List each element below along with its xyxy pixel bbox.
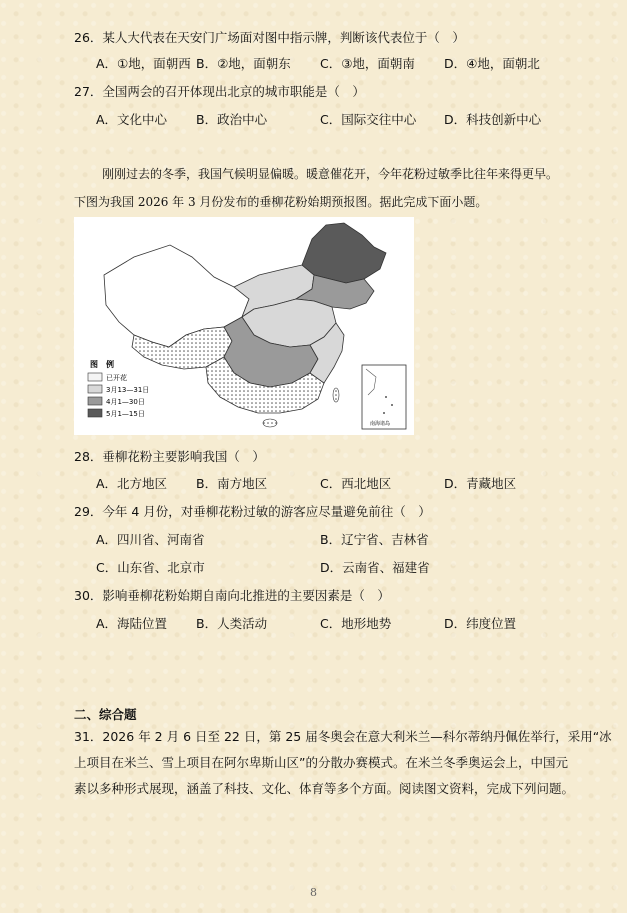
- map-taiwan: [333, 388, 339, 402]
- q28-stem: 28．垂柳花粉主要影响我国（ ）: [74, 449, 265, 464]
- q26-stem: 26．某人大代表在天安门广场面对图中指示牌，判断该代表位于（ ）: [74, 30, 465, 45]
- south-china-sea-inset: [362, 365, 406, 429]
- legend-item-0: 已开花: [106, 374, 127, 382]
- q30-stem: 30．影响垂柳花粉始期自南向北推进的主要因素是（ ）: [74, 588, 390, 603]
- q29-option-b[interactable]: B．辽宁省、吉林省: [320, 532, 429, 547]
- q28-option-d[interactable]: D．青藏地区: [444, 476, 517, 491]
- q30-option-d[interactable]: D．纬度位置: [444, 616, 517, 631]
- pollen-forecast-map: [74, 217, 414, 435]
- q27-option-b[interactable]: B．政治中心: [196, 112, 268, 127]
- q28-option-a[interactable]: A．北方地区: [96, 476, 168, 491]
- q27-option-a[interactable]: A．文化中心: [96, 112, 168, 127]
- page-number: 8: [310, 886, 317, 899]
- inset-label: 南海诸岛: [370, 421, 391, 427]
- q30-option-a[interactable]: A．海陆位置: [96, 616, 168, 631]
- q30-option-b[interactable]: B．人类活动: [196, 616, 268, 631]
- q26-option-b[interactable]: B．②地，面朝东: [196, 56, 291, 71]
- legend-item-2: 4月1—30日: [106, 398, 145, 406]
- legend-title: 图 例: [90, 360, 114, 369]
- q28-option-c[interactable]: C．西北地区: [320, 476, 392, 491]
- q27-option-c[interactable]: C．国际交往中心: [320, 112, 417, 127]
- q31-line-2: 上项目在米兰、雪上项目在阿尔卑斯山区”的分散办赛模式。在米兰冬季奥运会上，中国元: [74, 755, 568, 770]
- q31-line-3: 素以多种形式展现，涵盖了科技、文化、体育等多个方面。阅读图文资料，完成下列问题。: [74, 781, 575, 796]
- q29-stem: 29．今年 4 月份，对垂柳花粉过敏的游客应尽量避免前往（ ）: [74, 504, 431, 519]
- section-title: 二、综合题: [74, 707, 137, 722]
- legend-item-3: 5月1—15日: [106, 410, 145, 418]
- legend-item-1: 3月13—31日: [106, 386, 150, 394]
- map-legend: [88, 359, 149, 418]
- q28-option-b[interactable]: B．南方地区: [196, 476, 268, 491]
- map-hainan: [263, 419, 277, 427]
- map-region-northeast: [302, 223, 386, 283]
- q26-option-a[interactable]: A．①地，面朝西: [96, 56, 191, 71]
- china-map-graphic: [74, 217, 414, 435]
- q26-option-d[interactable]: D．④地，面朝北: [444, 56, 540, 71]
- passage-line-2: 下图为我国 2026 年 3 月份发布的垂柳花粉始期预报图。据此完成下面小题。: [74, 195, 488, 209]
- passage-line-1: 刚刚过去的冬季，我国气候明显偏暖。暖意催花开，今年花粉过敏季比往年来得更早。: [102, 167, 559, 181]
- q29-option-c[interactable]: C．山东省、北京市: [96, 560, 205, 575]
- q27-stem: 27．全国两会的召开体现出北京的城市职能是（ ）: [74, 84, 365, 99]
- q29-option-d[interactable]: D．云南省、福建省: [320, 560, 430, 575]
- q26-option-c[interactable]: C．③地，面朝南: [320, 56, 415, 71]
- q31-line-1: 31．2026 年 2 月 6 日至 22 日，第 25 届冬奥会在意大利米兰—科尔蒂纳丹佩佐举行，采用“冰: [74, 729, 612, 744]
- q27-option-d[interactable]: D．科技创新中心: [444, 112, 542, 127]
- q29-option-a[interactable]: A．四川省、河南省: [96, 532, 205, 547]
- q30-option-c[interactable]: C．地形地势: [320, 616, 392, 631]
